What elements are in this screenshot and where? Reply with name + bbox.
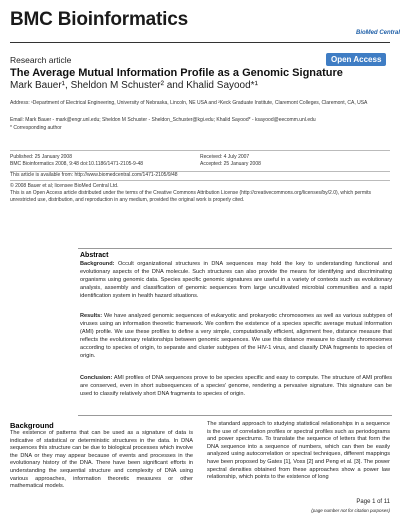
- body-right-column: The standard approach to studying statistical relationships in a sequence is the use of correlation profiles or spectral profiles such as periodograms and power spectrums. To translate the sequence of letters that form the DNA sequence into a sequence of numbers, which can then be easily analyzed using autocorrelation or spectral techniques, different mappings have been proposed by Gates [1], Voss [2] and Peng et al. [3]. The power spectral densities obtained from these approaches show a power law relationship, which points to the existence of long: [207, 421, 390, 481]
- divider: [10, 150, 390, 151]
- text: Occult organizational structures in DNA sequences may hold the key to understanding functional and evolutionary aspects of the DNA molecule. Such structures can also provide the means for identifying and discriminating organisms using genomic data. Species specific genomic signatures are useful in a variety of contexts such as evolutionary analysis, assembly and classification of genomic sequences from large uncultivated microbial communities and a rapid identification system in health hazard situations.: [80, 261, 392, 299]
- accepted-date: Accepted: 25 January 2008: [200, 161, 261, 167]
- journal-title: BMC Bioinformatics: [10, 9, 188, 30]
- body-left-column: The existence of patterns that can be used as a signature of data is indicative of statistical or deterministic structures in the data. In DNA sequences this structure can be due to biological processes which involve the DNA or they may appear because of events and processes in the evolutionary history of the DNA. There have been significant efforts in understanding the sequential structure and complexity of DNA using various approaches, information theoretic measures or other mathematical models.: [10, 430, 193, 490]
- article-title: The Average Mutual Information Profile as a Genomic Signature: [10, 67, 343, 79]
- abstract-results: [80, 312, 392, 360]
- background-heading: Background: [10, 421, 54, 430]
- abstract-conclusion: [80, 374, 392, 398]
- text: AMI profiles of DNA sequences prove to be species specific and easy to compute. The structure of AMI profiles are conserved, even in short subsequences of a species' genome, rendering a pervasive signature. This signature can be used to classify relatively short DNA fragments to species of origin.: [80, 375, 392, 397]
- label: Background:: [80, 261, 115, 267]
- address: Address: ¹Department of Electrical Engineering, University of Nebraska, Lincoln, NE USA and ²Keck Graduate Institute, Claremont Colleges, Claremont, CA, USA: [10, 100, 368, 106]
- article-url[interactable]: This article is available from: http://www.biomedcentral.com/1471-2105/9/48: [10, 172, 178, 178]
- open-access-badge: Open Access: [326, 53, 386, 66]
- citation: BMC Bioinformatics 2008, 9:48 doi:10.1186/1471-2105-9-48: [10, 161, 144, 167]
- abstract-bottom-rule: [78, 415, 392, 416]
- abstract-top-rule: [78, 248, 392, 249]
- publisher-logo: BioMed Central: [356, 30, 400, 36]
- text: We have analyzed genomic sequences of eukaryotic and prokaryotic chromosomes as well as various subtypes of viruses using an information theoretic framework. We confirm the existence of a species specific average mutual information (AMI) profile. We use these profiles to define a very simple, computationally efficient, alignment free, distance measure that reflects the evolutionary relationships between genomic sequences. We use this distance measure to classify chromosomes according to species of origin, to separate and cluster subtypes of the HIV-1 virus, and classify DNA fragments to species of origin.: [80, 313, 392, 359]
- copyright: © 2008 Bauer et al; licensee BioMed Central Ltd.: [10, 183, 119, 189]
- emails: Email: Mark Bauer - mark@engr.unl.edu; Sheldon M Schuster - Sheldon_Schuster@kgi.edu; Khalid Sayood* - ksayood@eecomm.unl.edu: [10, 117, 316, 123]
- author-list: Mark Bauer¹, Sheldon M Schuster² and Khalid Sayood*¹: [10, 80, 258, 91]
- article-type: Research article: [10, 55, 72, 65]
- abstract-background: [80, 260, 392, 300]
- corresponding-author: * Corresponding author: [10, 125, 62, 131]
- divider: [10, 180, 390, 181]
- license: This is an Open Access article distributed under the terms of the Creative Commons Attribution License (http://creativecommons.org/licenses/by/2.0), which permits unrestricted use, distribution, and reproduction in any medium, provided the original work is properly cited.: [10, 190, 371, 203]
- received-date: Received: 4 July 2007: [200, 154, 250, 160]
- page-number: Page 1 of 11: [356, 499, 390, 505]
- page-note: (page number not for citation purposes): [311, 508, 390, 513]
- abstract-heading: Abstract: [80, 252, 109, 259]
- label: Results:: [80, 313, 103, 319]
- header-divider: [10, 42, 390, 43]
- label: Conclusion:: [80, 375, 113, 381]
- published-date: Published: 25 January 2008: [10, 154, 72, 160]
